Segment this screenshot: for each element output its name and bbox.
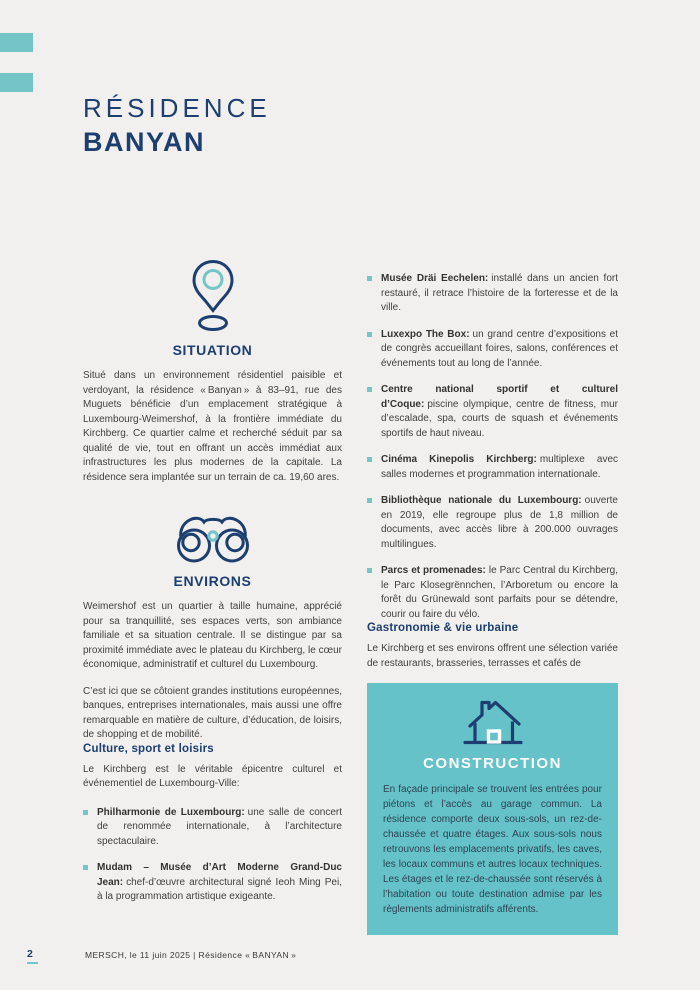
bullet-square-icon [367,498,372,503]
left-column [83,258,342,905]
construction-callout [367,683,618,935]
bullet-title: Luxexpo The Box: [381,328,470,340]
environs-heading: ENVIRONS [173,573,252,589]
bullet-title: Musée Dräi Eechelen: [381,273,489,284]
construction-heading: CONSTRUCTION [423,755,562,772]
culture-intro: Le Kirchberg est le véritable épicentre culturel et événementiel de Luxembourg-Ville: [83,763,342,789]
bullet-title: Mudam – Musée d’Art Moderne Grand-Duc Jean: [97,862,342,888]
gastronomie-paragraph: Le Kirchberg et ses environs offrent une sélection variée de restaurants, brasseries, terrasses et cafés de [367,643,618,669]
list-item [367,494,618,552]
bullet-square-icon [367,457,372,462]
list-item [83,806,342,850]
page-title [83,92,271,160]
bullet-square-icon [367,568,372,573]
bullet-square-icon [83,865,88,870]
bullet-body: chef-d’œuvre architectural signé Ieoh Ming Pei, à la programmation artistique exigeante. [97,876,342,902]
bullet-title: Philharmonie de Luxembourg: [97,806,245,818]
page-title-line1: RÉSIDENCE [83,93,271,123]
list-item [367,453,618,482]
bullet-title: Centre national sportif et culturel d’Coque: [381,384,618,410]
bullet-body: le Parc Central du Kirchberg, le Parc Klosegrënnchen, l’Arboretum ou encore la forêt du Grünewald sont parfaits pour se détendre, courir ou faire du vélo. [381,565,618,620]
culture-heading: Culture, sport et loisirs [83,742,214,755]
bullet-square-icon [367,332,372,337]
bullet-body: ouverte en 2019, elle regroupe plus de 1,8 million de documents, avec accès libre à 200.000 ouvrages multilingues. [381,495,618,550]
page-title-line2: BANYAN [83,126,206,157]
house-icon [383,695,602,749]
teal-accent-bar-bottom [0,73,33,92]
right-column [367,272,618,935]
binoculars-icon [83,511,342,565]
teal-accent-bar-top [0,33,33,52]
bullet-body: une salle de concert de renommée internationale, à l’architecture spectaculaire. [97,806,342,847]
list-item [83,861,342,905]
situation-paragraph: Situé dans un environnement résidentiel paisible et verdoyant, la résidence « Banyan » à 83–91, rue des Muguets bénéficie d’un emplacement stratégique à Luxembourg-Weimershof, à la frontière immédiate du Kirchberg. Ce quartier calme et recherché séduit par sa qualité de vie, tout en offrant un accès immédiat aux infrastructures les plus modernes de la capitale. La résidence sera implantée sur un terrain de ca. 19,60 ares. [83,370,342,483]
list-item [367,564,618,622]
bullet-square-icon [367,387,372,392]
bullet-square-icon [367,276,372,281]
bullet-title: Cinéma Kinepolis Kirchberg: [381,454,537,465]
situation-heading: SITUATION [172,342,253,358]
bullet-title: Bibliothèque nationale du Luxembourg: [381,495,582,506]
location-pin-icon [83,258,342,334]
environs-paragraph-1: Weimershof est un quartier à taille humaine, apprécié pour sa tranquillité, ses espaces verts, son ambiance familiale et sa situation centrale. Il se distingue par sa proximité immédiate avec le plateau du Kirchberg, le cœur économique, administratif et culturel du Luxembourg. [83,601,342,670]
list-item [367,272,618,316]
bullet-square-icon [83,810,88,815]
bullet-title: Parcs et promenades: [381,565,486,576]
bullet-body: piscine olympique, centre de fitness, mur d’escalade, spa, courts de squash et événements sportifs de haut niveau. [381,398,618,439]
footer-text: MERSCH, le 11 juin 2025 | Résidence « BANYAN » [85,950,297,960]
list-item [367,383,618,441]
poi-bullet-list [367,272,618,622]
gastronomie-heading: Gastronomie & vie urbaine [367,622,519,634]
environs-paragraph-2: C’est ici que se côtoient grandes institutions européennes, banques, entreprises internationales, mais aussi une offre remarquable en matière de culture, d’éducation, de loisirs, de shopping et de mobilité. [83,685,342,740]
page-number: 2 [27,948,38,964]
construction-paragraph: En façade principale se trouvent les entrées pour piétons et l’accès au garage commun. La résidence comporte deux sous-sols, un rez-de-chaussée et quatre étages. Aux sous-sols nous retrouvons les emplacements privatifs, les caves, les locaux communs et autres locaux techniques. Les étages et le rez-de-chaussée sont réservés à l’habitation ou toute destination admise par les règlements administratifs afférents. [383,784,603,915]
culture-bullet-list [83,806,342,905]
bullet-body: installé dans un ancien fort restauré, il retrace l’histoire de la forteresse et de la ville. [381,273,619,313]
list-item [367,328,618,372]
bullet-body: multiplexe avec salles modernes et programmation internationale. [381,454,619,480]
bullet-body: un grand centre d’expositions et de congrès accueillant foires, salons, conférences et événements tout au long de l’année. [381,328,618,369]
